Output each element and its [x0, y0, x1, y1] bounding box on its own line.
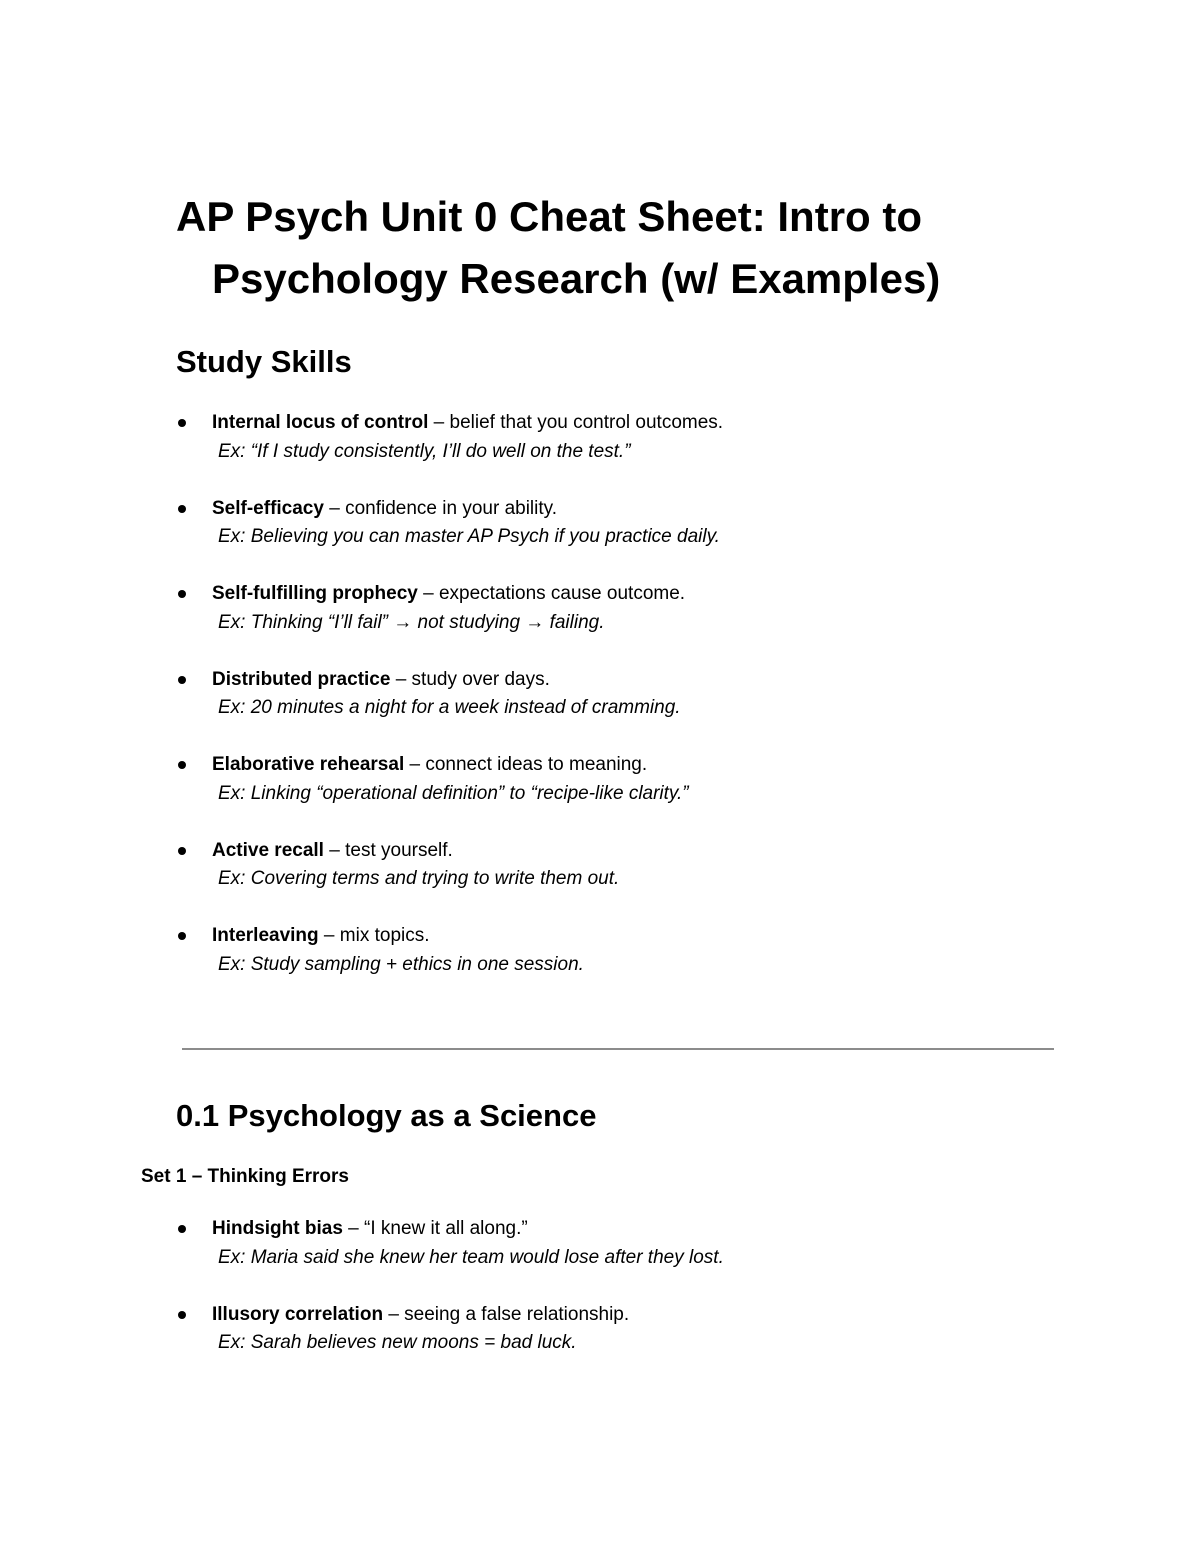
- list-item: [176, 666, 1076, 723]
- study-skills-list: [176, 409, 1076, 1008]
- example: Ex: Sarah believes new moons = bad luck.: [218, 1332, 577, 1353]
- list-item: [176, 495, 1076, 552]
- definition: – belief that you control outcomes.: [428, 412, 724, 433]
- bullet-icon: [178, 932, 186, 940]
- definition: – study over days.: [390, 668, 550, 690]
- bullet-icon: [178, 1225, 186, 1233]
- bullet-icon: [178, 1311, 186, 1319]
- example: Ex: Study sampling + ethics in one session.: [218, 953, 584, 975]
- list-item: [176, 837, 1076, 894]
- list-item: [176, 751, 1076, 808]
- term: Elaborative rehearsal: [212, 754, 405, 775]
- list-item: [176, 409, 1076, 466]
- definition: – seeing a false relationship.: [383, 1303, 630, 1325]
- bullet-icon: [178, 847, 186, 855]
- term: Self-fulfilling prophecy: [212, 583, 418, 604]
- definition: – confidence in your ability.: [323, 497, 558, 519]
- definition: – mix topics.: [318, 925, 430, 946]
- definition: – “I knew it all along.”: [342, 1218, 528, 1239]
- term: Internal locus of control: [212, 412, 429, 433]
- definition: – connect ideas to meaning.: [404, 754, 648, 775]
- section-heading-study-skills: Study Skills: [176, 344, 352, 379]
- example: Ex: 20 minutes a night for a week instead of cramming.: [218, 697, 681, 718]
- thinking-errors-list: [176, 1215, 1076, 1386]
- bullet-icon: [178, 590, 186, 598]
- list-item: [176, 1215, 1076, 1272]
- term: Distributed practice: [212, 668, 391, 690]
- example: Ex: Covering terms and trying to write them out.: [218, 868, 620, 889]
- definition: – test yourself.: [323, 839, 453, 861]
- document-title: AP Psych Unit 0 Cheat Sheet: Intro to Psychology Research (w/ Examples): [176, 193, 941, 302]
- bullet-icon: [178, 761, 186, 769]
- term: Self-efficacy: [212, 497, 324, 519]
- example: Ex: Believing you can master AP Psych if you practice daily.: [218, 526, 720, 547]
- term: Illusory correlation: [212, 1303, 384, 1325]
- example: Ex: “If I study consistently, I’ll do well on the test.”: [218, 440, 631, 462]
- bullet-icon: [178, 505, 186, 513]
- term: Hindsight bias: [212, 1218, 343, 1239]
- section-divider: [182, 1048, 1054, 1050]
- subheading-thinking-errors: Set 1 – Thinking Errors: [141, 1166, 349, 1187]
- bullet-icon: [178, 676, 186, 684]
- example: Ex: Maria said she knew her team would lose after they lost.: [218, 1246, 724, 1268]
- list-item: [176, 1301, 1076, 1358]
- term: Interleaving: [212, 925, 319, 946]
- list-item: [176, 580, 1076, 637]
- bullet-icon: [178, 419, 186, 427]
- example: Ex: Linking “operational definition” to “recipe-like clarity.”: [218, 782, 689, 804]
- term: Active recall: [212, 839, 324, 861]
- section-heading-psychology-as-science: 0.1 Psychology as a Science: [176, 1098, 597, 1133]
- list-item: [176, 922, 1076, 979]
- definition: – expectations cause outcome.: [417, 583, 686, 604]
- example: Ex: Thinking “I’ll fail” → not studying → failing.: [218, 611, 605, 633]
